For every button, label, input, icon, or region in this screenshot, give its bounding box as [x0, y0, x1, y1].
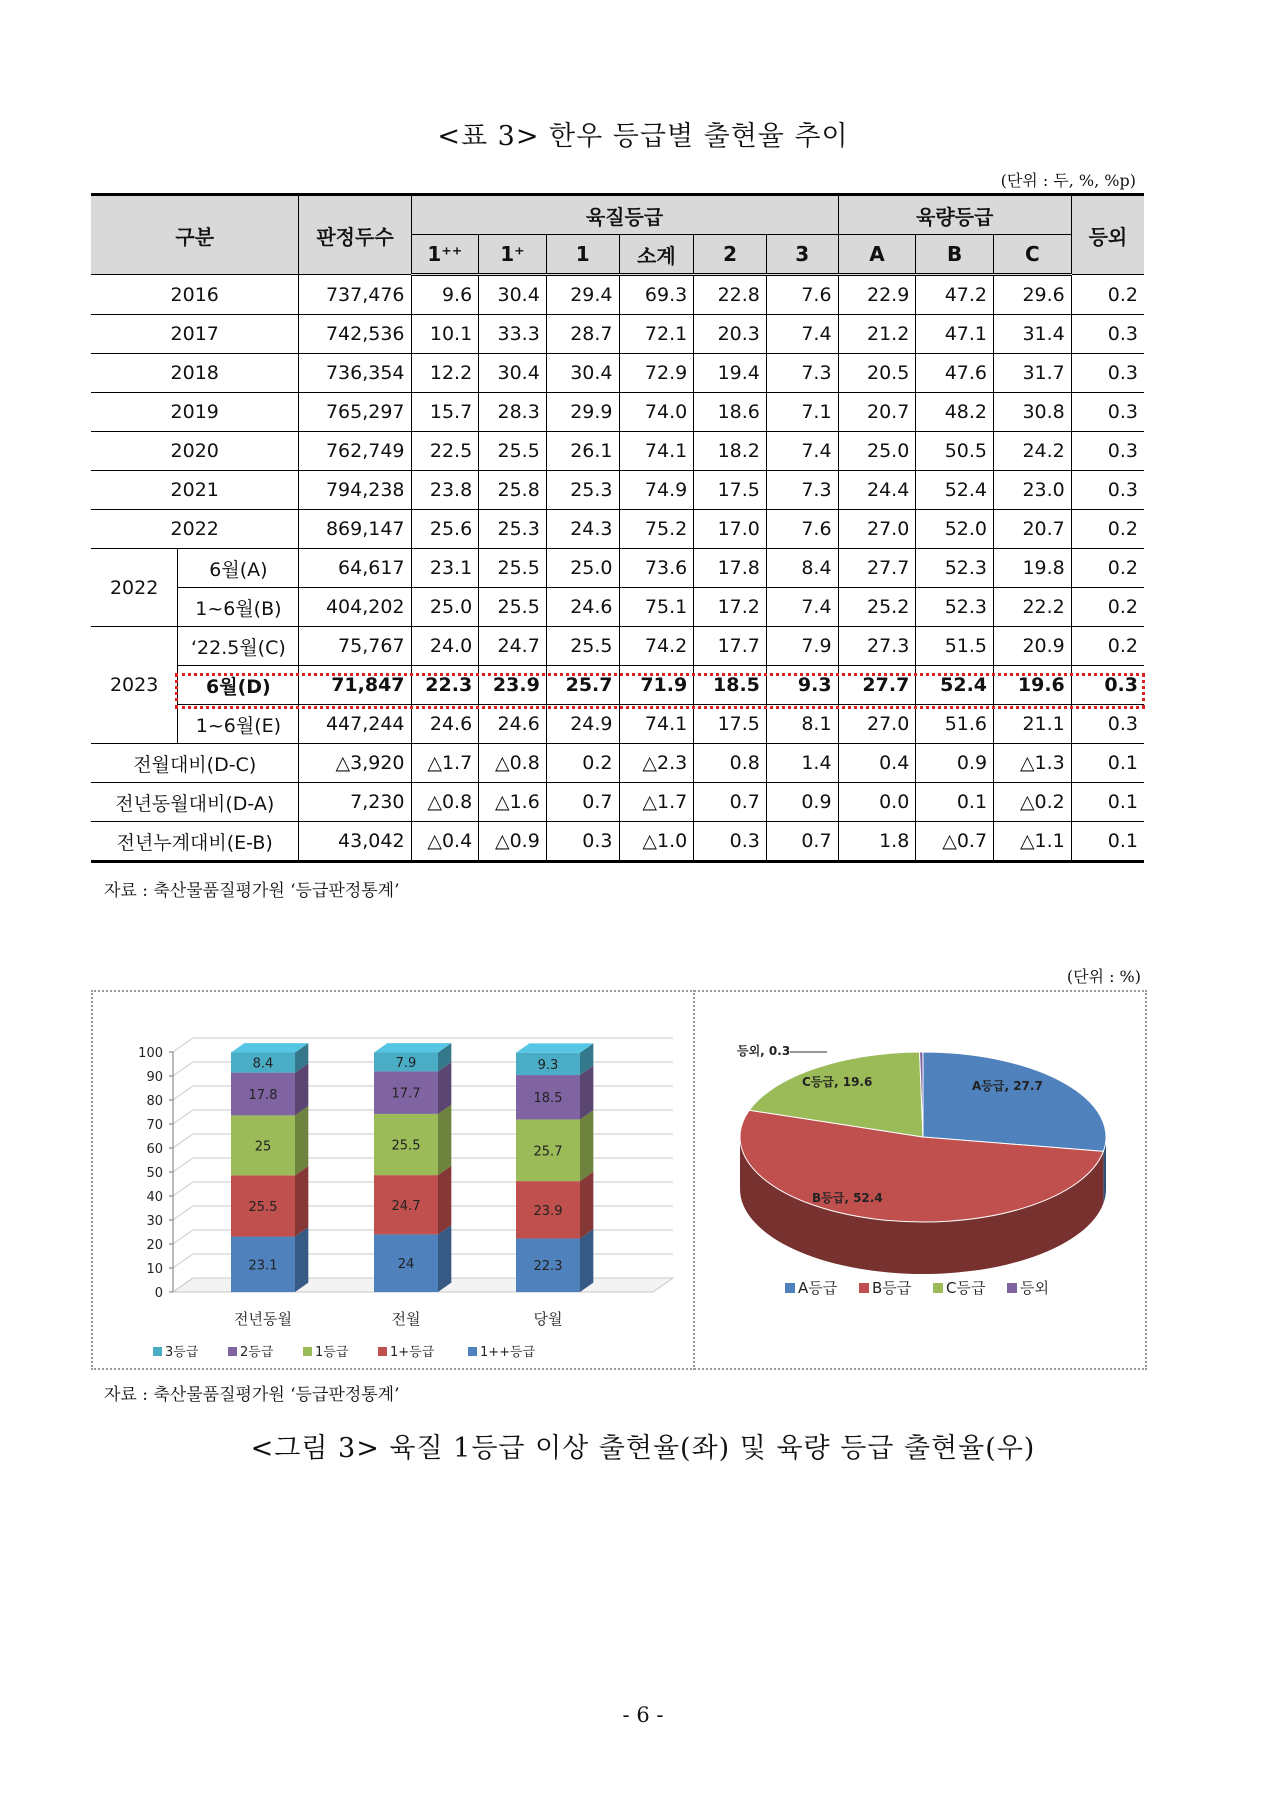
- value-cell: 72.1: [619, 315, 694, 354]
- value-cell: 74.2: [619, 627, 694, 666]
- bar-value-label: 8.4: [252, 1056, 274, 1072]
- figure-divider: [693, 990, 695, 1370]
- value-cell: 25.5: [479, 588, 547, 627]
- value-cell: 24.0: [411, 627, 479, 666]
- value-cell: 0.2: [546, 744, 619, 783]
- legend-label: 1++등급: [480, 1345, 536, 1360]
- value-cell: 7.1: [766, 393, 838, 432]
- value-cell: 20.9: [994, 627, 1072, 666]
- header-quality-col: 소계: [619, 235, 694, 275]
- value-cell: 21.2: [838, 315, 916, 354]
- header-yield-col: C: [994, 235, 1072, 275]
- value-cell: 25.3: [546, 471, 619, 510]
- value-cell: 47.1: [916, 315, 994, 354]
- value-cell: 0.2: [1071, 549, 1144, 588]
- value-cell: 28.7: [546, 315, 619, 354]
- value-cell: 0.1: [916, 783, 994, 822]
- header-quality-col: 2: [694, 235, 767, 275]
- value-cell: 7.4: [766, 588, 838, 627]
- legend-swatch: [785, 1283, 795, 1293]
- value-cell: 18.2: [694, 432, 767, 471]
- value-cell: 9.3: [766, 666, 838, 705]
- x-category-label: 당월: [533, 1310, 563, 1328]
- value-cell: 0.3: [1071, 666, 1144, 705]
- legend-label: 1+등급: [390, 1345, 435, 1360]
- value-cell: 25.5: [479, 549, 547, 588]
- value-cell: 64,617: [299, 549, 411, 588]
- value-cell: 18.5: [694, 666, 767, 705]
- legend-swatch: [933, 1283, 943, 1293]
- bar-value-label: 23.9: [533, 1203, 563, 1219]
- value-cell: 736,354: [299, 354, 411, 393]
- value-cell: 73.6: [619, 549, 694, 588]
- value-cell: 17.5: [694, 705, 767, 744]
- value-cell: 29.9: [546, 393, 619, 432]
- bar-value-label: 25.7: [533, 1144, 563, 1160]
- x-category-label: 전월: [391, 1310, 421, 1328]
- value-cell: 24.9: [546, 705, 619, 744]
- grid-line: [173, 1110, 193, 1124]
- table-row: [91, 744, 1144, 783]
- table-unit: (단위 : 두, %, %p): [1000, 171, 1136, 190]
- table-row: [91, 510, 1144, 549]
- bar-top: [516, 1043, 593, 1052]
- value-cell: 52.3: [916, 549, 994, 588]
- value-cell: 762,749: [299, 432, 411, 471]
- value-cell: 29.4: [546, 275, 619, 315]
- table-row: [91, 471, 1144, 510]
- y-tick-label: 60: [146, 1142, 163, 1157]
- value-cell: 17.8: [694, 549, 767, 588]
- value-cell: 27.7: [838, 666, 916, 705]
- figure-title: <그림 3> 육질 1등급 이상 출현율(좌) 및 육량 등급 출현율(우): [250, 1433, 1036, 1464]
- grid-line: [173, 1134, 193, 1148]
- value-cell: 23.8: [411, 471, 479, 510]
- legend-swatch: [1007, 1283, 1017, 1293]
- bar-value-label: 18.5: [533, 1091, 563, 1107]
- value-cell: 27.0: [838, 510, 916, 549]
- value-cell: 25.0: [411, 588, 479, 627]
- value-cell: 22.5: [411, 432, 479, 471]
- value-cell: 69.3: [619, 275, 694, 315]
- legend-label: B등급: [872, 1279, 912, 1297]
- value-cell: 447,244: [299, 705, 411, 744]
- value-cell: 0.3: [1071, 705, 1144, 744]
- header-quality-col: 3: [766, 235, 838, 275]
- legend-label: 1등급: [315, 1345, 349, 1360]
- bar-value-label: 22.3: [533, 1259, 563, 1275]
- bar-side: [295, 1106, 308, 1175]
- row-label: 2018: [91, 354, 299, 393]
- value-cell: 0.3: [1071, 432, 1144, 471]
- value-cell: △0.7: [916, 822, 994, 862]
- value-cell: 15.7: [411, 393, 479, 432]
- value-cell: 0.7: [546, 783, 619, 822]
- value-cell: 19.6: [994, 666, 1072, 705]
- grade-table: [91, 193, 1144, 863]
- value-cell: 52.4: [916, 471, 994, 510]
- value-cell: 17.5: [694, 471, 767, 510]
- header-count: 판정두수: [299, 195, 411, 275]
- value-cell: 794,238: [299, 471, 411, 510]
- header-category: 구분: [91, 195, 299, 275]
- y-tick-label: 20: [146, 1238, 163, 1253]
- value-cell: 25.0: [546, 549, 619, 588]
- value-cell: 12.2: [411, 354, 479, 393]
- value-cell: 31.7: [994, 354, 1072, 393]
- value-cell: △2.3: [619, 744, 694, 783]
- value-cell: 17.7: [694, 627, 767, 666]
- value-cell: 0.9: [916, 744, 994, 783]
- value-cell: 23.1: [411, 549, 479, 588]
- pie-chart: [697, 992, 1143, 1368]
- header-yield: 육량등급: [838, 195, 1071, 235]
- value-cell: 737,476: [299, 275, 411, 315]
- value-cell: 0.0: [838, 783, 916, 822]
- bar-value-label: 25.5: [248, 1199, 278, 1215]
- table-source: 자료 : 축산물품질평가원 ‘등급판정통계’: [104, 881, 400, 901]
- y-tick-label: 30: [146, 1214, 163, 1229]
- bar-side: [438, 1166, 451, 1235]
- figure-unit: (단위 : %): [1066, 967, 1141, 986]
- value-cell: 404,202: [299, 588, 411, 627]
- bar-side: [580, 1229, 593, 1292]
- value-cell: 17.2: [694, 588, 767, 627]
- value-cell: △3,920: [299, 744, 411, 783]
- bar-top: [231, 1043, 308, 1052]
- value-cell: 23.9: [479, 666, 547, 705]
- value-cell: △1.7: [619, 783, 694, 822]
- grid-line: [173, 1182, 193, 1196]
- header-yield-col: A: [838, 235, 916, 275]
- value-cell: 24.2: [994, 432, 1072, 471]
- value-cell: 0.3: [1071, 471, 1144, 510]
- bar-side: [580, 1172, 593, 1239]
- value-cell: 43,042: [299, 822, 411, 862]
- value-cell: 0.9: [766, 783, 838, 822]
- value-cell: 47.2: [916, 275, 994, 315]
- value-cell: 0.4: [838, 744, 916, 783]
- value-cell: 74.1: [619, 432, 694, 471]
- value-cell: 75.1: [619, 588, 694, 627]
- row-label: 1~6월(B): [178, 588, 299, 627]
- y-tick-label: 50: [146, 1166, 163, 1181]
- value-cell: 7.4: [766, 315, 838, 354]
- value-cell: 742,536: [299, 315, 411, 354]
- header-quality-col: 1⁺: [479, 235, 547, 275]
- value-cell: 24.4: [838, 471, 916, 510]
- grid-line: [173, 1038, 193, 1052]
- bar-value-label: 24.7: [391, 1198, 421, 1214]
- value-cell: 27.7: [838, 549, 916, 588]
- grid-line: [173, 1206, 193, 1220]
- value-cell: 25.2: [838, 588, 916, 627]
- bar-side: [438, 1225, 451, 1292]
- grid-line: [173, 1230, 193, 1244]
- row-label: 2021: [91, 471, 299, 510]
- y-tick-label: 80: [146, 1094, 163, 1109]
- value-cell: 74.0: [619, 393, 694, 432]
- value-cell: △0.2: [994, 783, 1072, 822]
- legend-swatch: [468, 1347, 477, 1356]
- pie-data-label: A등급, 27.7: [972, 1079, 1043, 1093]
- header-yield-col: B: [916, 235, 994, 275]
- value-cell: 51.6: [916, 705, 994, 744]
- y-tick-label: 40: [146, 1190, 163, 1205]
- value-cell: 0.3: [546, 822, 619, 862]
- value-cell: 24.6: [546, 588, 619, 627]
- value-cell: 25.7: [546, 666, 619, 705]
- value-cell: △0.8: [411, 783, 479, 822]
- value-cell: 0.7: [694, 783, 767, 822]
- value-cell: 23.0: [994, 471, 1072, 510]
- value-cell: 7.3: [766, 354, 838, 393]
- bar-value-label: 24: [397, 1257, 415, 1273]
- legend-swatch: [378, 1347, 387, 1356]
- value-cell: 30.4: [479, 354, 547, 393]
- bar-value-label: 7.9: [395, 1055, 417, 1071]
- value-cell: 25.6: [411, 510, 479, 549]
- value-cell: 0.3: [1071, 315, 1144, 354]
- value-cell: △1.7: [411, 744, 479, 783]
- value-cell: 30.8: [994, 393, 1072, 432]
- value-cell: 8.1: [766, 705, 838, 744]
- value-cell: 18.6: [694, 393, 767, 432]
- bar-side: [295, 1227, 308, 1292]
- value-cell: 28.3: [479, 393, 547, 432]
- value-cell: 0.3: [694, 822, 767, 862]
- table-row: [91, 627, 1144, 666]
- value-cell: 7.6: [766, 510, 838, 549]
- legend-label: A등급: [798, 1279, 838, 1297]
- row-label: 6월(A): [178, 549, 299, 588]
- value-cell: 7.3: [766, 471, 838, 510]
- value-cell: 21.1: [994, 705, 1072, 744]
- y-tick-label: 70: [146, 1118, 163, 1133]
- table-row: [91, 549, 1144, 588]
- value-cell: 22.2: [994, 588, 1072, 627]
- row-label: 전년누계대비(E-B): [91, 822, 299, 862]
- value-cell: 7.4: [766, 432, 838, 471]
- value-cell: 75.2: [619, 510, 694, 549]
- bar-value-label: 17.8: [248, 1088, 278, 1103]
- value-cell: 20.3: [694, 315, 767, 354]
- bar-side: [438, 1105, 451, 1176]
- row-label: 2020: [91, 432, 299, 471]
- value-cell: 71.9: [619, 666, 694, 705]
- value-cell: 24.6: [479, 705, 547, 744]
- value-cell: △1.0: [619, 822, 694, 862]
- value-cell: 33.3: [479, 315, 547, 354]
- value-cell: 7,230: [299, 783, 411, 822]
- legend-swatch: [859, 1283, 869, 1293]
- value-cell: △0.9: [479, 822, 547, 862]
- value-cell: 765,297: [299, 393, 411, 432]
- bar-value-label: 23.1: [248, 1258, 278, 1274]
- value-cell: 27.0: [838, 705, 916, 744]
- row-label: 6월(D): [178, 666, 299, 705]
- value-cell: 22.3: [411, 666, 479, 705]
- value-cell: 52.0: [916, 510, 994, 549]
- value-cell: 72.9: [619, 354, 694, 393]
- value-cell: 22.9: [838, 275, 916, 315]
- grid-line: [173, 1254, 193, 1268]
- bar-side: [580, 1066, 593, 1120]
- value-cell: 48.2: [916, 393, 994, 432]
- legend-label: 2등급: [240, 1345, 274, 1360]
- table-row: [91, 822, 1144, 862]
- pie-data-label: 등외, 0.3: [737, 1044, 791, 1058]
- value-cell: 25.5: [546, 627, 619, 666]
- value-cell: 869,147: [299, 510, 411, 549]
- legend-label: C등급: [946, 1279, 986, 1297]
- table-row: [91, 783, 1144, 822]
- value-cell: 31.4: [994, 315, 1072, 354]
- value-cell: 0.1: [1071, 822, 1144, 862]
- y-tick-label: 90: [146, 1070, 163, 1085]
- header-quality-col: 1: [546, 235, 619, 275]
- bar-side: [580, 1110, 593, 1181]
- value-cell: 29.6: [994, 275, 1072, 315]
- table-row: [91, 432, 1144, 471]
- table-row: [91, 315, 1144, 354]
- stacked-bar-chart: [93, 992, 691, 1368]
- value-cell: 0.2: [1071, 510, 1144, 549]
- value-cell: 10.1: [411, 315, 479, 354]
- value-cell: 47.6: [916, 354, 994, 393]
- value-cell: △1.6: [479, 783, 547, 822]
- value-cell: 20.5: [838, 354, 916, 393]
- value-cell: 52.3: [916, 588, 994, 627]
- legend-label: 등외: [1020, 1279, 1049, 1297]
- value-cell: 50.5: [916, 432, 994, 471]
- value-cell: △1.3: [994, 744, 1072, 783]
- row-label: ‘22.5월(C): [178, 627, 299, 666]
- legend-label: 3등급: [165, 1345, 199, 1360]
- value-cell: 0.2: [1071, 627, 1144, 666]
- grid-line: [173, 1062, 193, 1076]
- value-cell: 20.7: [838, 393, 916, 432]
- row-label: 전년동월대비(D-A): [91, 783, 299, 822]
- value-cell: △1.1: [994, 822, 1072, 862]
- page-number: - 6 -: [622, 1703, 664, 1727]
- value-cell: 0.3: [1071, 393, 1144, 432]
- legend-swatch: [303, 1347, 312, 1356]
- header-out: 등외: [1071, 195, 1144, 275]
- table-row: [91, 705, 1144, 744]
- table-row: [91, 666, 1144, 705]
- value-cell: 0.2: [1071, 588, 1144, 627]
- value-cell: 19.4: [694, 354, 767, 393]
- value-cell: 24.3: [546, 510, 619, 549]
- table-row: [91, 393, 1144, 432]
- value-cell: 25.3: [479, 510, 547, 549]
- value-cell: 0.7: [766, 822, 838, 862]
- value-cell: 9.6: [411, 275, 479, 315]
- value-cell: 51.5: [916, 627, 994, 666]
- value-cell: 0.1: [1071, 783, 1144, 822]
- value-cell: 0.8: [694, 744, 767, 783]
- value-cell: 1.4: [766, 744, 838, 783]
- row-label: 2017: [91, 315, 299, 354]
- value-cell: 52.4: [916, 666, 994, 705]
- bar-side: [295, 1166, 308, 1237]
- value-cell: 74.9: [619, 471, 694, 510]
- value-cell: 0.2: [1071, 275, 1144, 315]
- value-cell: 75,767: [299, 627, 411, 666]
- value-cell: 25.0: [838, 432, 916, 471]
- value-cell: 7.9: [766, 627, 838, 666]
- value-cell: 24.6: [411, 705, 479, 744]
- row-label: 1~6월(E): [178, 705, 299, 744]
- header-quality-col: 1⁺⁺: [411, 235, 479, 275]
- value-cell: 30.4: [546, 354, 619, 393]
- value-cell: △0.4: [411, 822, 479, 862]
- row-label: 2016: [91, 275, 299, 315]
- pie-data-label: C등급, 19.6: [802, 1075, 873, 1089]
- table-row: [91, 275, 1144, 315]
- bar-value-label: 9.3: [537, 1057, 559, 1073]
- value-cell: 74.1: [619, 705, 694, 744]
- value-cell: 1.8: [838, 822, 916, 862]
- figure-source: 자료 : 축산물품질평가원 ‘등급판정통계’: [104, 1385, 400, 1405]
- y-tick-label: 0: [154, 1286, 163, 1301]
- grid-line: [173, 1158, 193, 1172]
- y-tick-label: 100: [138, 1046, 163, 1061]
- bar-value-label: 25.5: [391, 1138, 421, 1154]
- table-title: <표 3> 한우 등급별 출현율 추이: [437, 121, 849, 152]
- value-cell: 0.3: [1071, 354, 1144, 393]
- legend-swatch: [153, 1347, 162, 1356]
- value-cell: 26.1: [546, 432, 619, 471]
- x-category-label: 전년동월: [234, 1310, 292, 1328]
- value-cell: 17.0: [694, 510, 767, 549]
- legend-swatch: [228, 1347, 237, 1356]
- value-cell: 20.7: [994, 510, 1072, 549]
- value-cell: 8.4: [766, 549, 838, 588]
- value-cell: 24.7: [479, 627, 547, 666]
- row-label: 2023: [91, 627, 178, 744]
- row-label: 2022: [91, 510, 299, 549]
- table-row: [91, 354, 1144, 393]
- row-label: 2019: [91, 393, 299, 432]
- row-label: 전월대비(D-C): [91, 744, 299, 783]
- pie-slice: [923, 1052, 1106, 1151]
- value-cell: △0.8: [479, 744, 547, 783]
- bar-top: [374, 1043, 451, 1052]
- value-cell: 71,847: [299, 666, 411, 705]
- table-row: [91, 588, 1144, 627]
- bar-value-label: 17.7: [391, 1086, 421, 1102]
- value-cell: 25.5: [479, 432, 547, 471]
- pie-data-label: B등급, 52.4: [812, 1191, 883, 1205]
- value-cell: 27.3: [838, 627, 916, 666]
- value-cell: 19.8: [994, 549, 1072, 588]
- value-cell: 22.8: [694, 275, 767, 315]
- value-cell: 0.1: [1071, 744, 1144, 783]
- bar-value-label: 25: [254, 1139, 272, 1155]
- row-label: 2022: [91, 549, 178, 627]
- value-cell: 25.8: [479, 471, 547, 510]
- header-quality: 육질등급: [411, 195, 838, 235]
- value-cell: 7.6: [766, 275, 838, 315]
- y-tick-label: 10: [146, 1262, 163, 1277]
- grid-line: [173, 1086, 193, 1100]
- value-cell: 30.4: [479, 275, 547, 315]
